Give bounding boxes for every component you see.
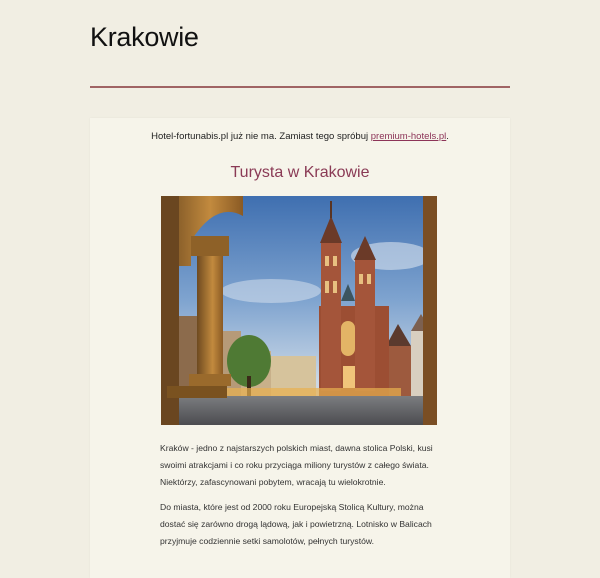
notice-text-end: . [446,131,449,142]
premium-hotels-link[interactable]: premium-hotels.pl [370,131,447,142]
site-title: Krakowie [90,22,199,52]
article-paragraph: Do miasta, które jest od 2000 roku Europejską Stolicą Kultury, można dostać się zarówno drogą lądową, jak i powietrzną. Lotnisko w Balicach przyjmuje codziennie setki samolotów, pełnych turystów. [160,502,432,546]
header-divider [90,86,510,88]
article-title: Turysta w Krakowie [230,164,370,181]
article-paragraph: Kraków - jedno z najstarszych polskich miast, dawna stolica Polski, kusi swoimi atrakcjami i co roku przyciąga miliony turystów z całego świata. Niektórzy, zafascynowani pobytem, wracają tu wielokrotnie. [160,443,433,487]
redirect-notice [90,131,510,142]
notice-text: Hotel-fortunabis.pl już nie ma. Zamiast tego spróbuj [151,131,371,142]
content-card [90,118,510,578]
st-marys-basilica-photo [161,196,437,425]
